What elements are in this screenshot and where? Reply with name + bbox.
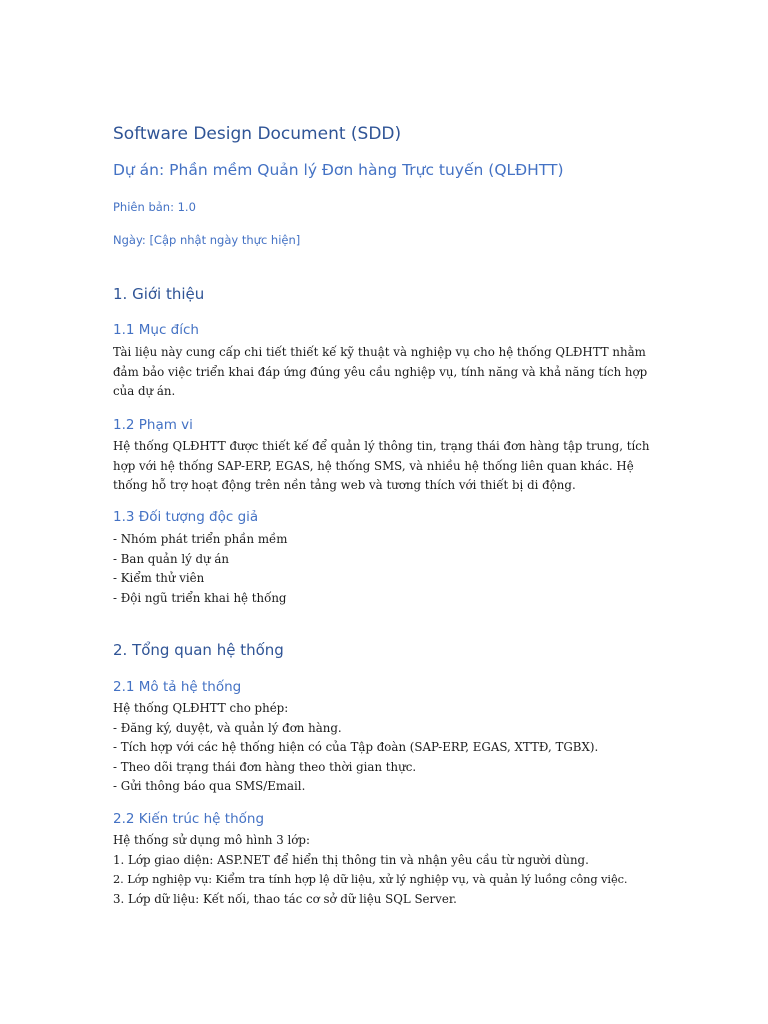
list-item: - Đội ngũ triển khai hệ thống xyxy=(113,590,287,605)
list-item: - Đăng ký, duyệt, và quản lý đơn hàng. xyxy=(113,720,342,735)
subsection-heading-system-architecture: 2.2 Kiến trúc hệ thống xyxy=(113,811,265,827)
subsection-heading-scope: 1.2 Phạm vi xyxy=(113,417,193,433)
text-line: hợp với hệ thống SAP-ERP, EGAS, hệ thống SMS, và nhiều hệ thống liên quan khác. Hệ xyxy=(113,458,634,473)
list-item: - Kiểm thử viên xyxy=(113,571,205,585)
text-line: của dự án. xyxy=(113,384,176,398)
version-label: Phiên bản: 1.0 xyxy=(113,200,196,214)
list-system-description xyxy=(113,699,658,797)
list-item: 1. Lớp giao diện: ASP.NET để hiển thị thông tin và nhận yêu cầu từ người dùng. xyxy=(113,852,589,867)
section-heading-introduction: 1. Giới thiệu xyxy=(113,285,205,303)
date-label: Ngày: [Cập nhật ngày thực hiện] xyxy=(113,233,301,247)
section-heading-system-overview: 2. Tổng quan hệ thống xyxy=(113,641,284,659)
document-title: Software Design Document (SDD) xyxy=(113,124,402,144)
subsection-heading-purpose: 1.1 Mục đích xyxy=(113,322,199,338)
list-system-architecture xyxy=(113,831,658,909)
text-line: đảm bảo việc triển khai đáp ứng đúng yêu cầu nghiệp vụ, tính năng và khả năng tích hợp xyxy=(113,364,648,379)
list-item: 3. Lớp dữ liệu: Kết nối, thao tác cơ sở dữ liệu SQL Server. xyxy=(113,891,457,906)
list-item: - Gửi thông báo qua SMS/Email. xyxy=(113,779,306,793)
project-name: Dự án: Phần mềm Quản lý Đơn hàng Trực tuyến (QLĐHTT) xyxy=(113,161,564,179)
paragraph-purpose xyxy=(113,343,658,402)
subsection-heading-audience: 1.3 Đối tượng độc giả xyxy=(113,509,259,525)
list-item: - Tích hợp với các hệ thống hiện có của Tập đoàn (SAP-ERP, EGAS, XTTĐ, TGBX). xyxy=(113,740,599,754)
list-item: - Nhóm phát triển phần mềm xyxy=(113,532,288,546)
paragraph-scope xyxy=(113,437,658,496)
text-line: thống hỗ trợ hoạt động trên nền tảng web và tương thích với thiết bị di động. xyxy=(113,478,576,492)
list-item: - Ban quản lý dự án xyxy=(113,551,230,566)
subsection-heading-system-description: 2.1 Mô tả hệ thống xyxy=(113,679,242,695)
text-line: Hệ thống QLĐHTT cho phép: xyxy=(113,701,289,715)
list-item: 2. Lớp nghiệp vụ: Kiểm tra tính hợp lệ dữ liệu, xử lý nghiệp vụ, và quản lý luồng công việc. xyxy=(113,872,628,886)
text-line: Hệ thống sử dụng mô hình 3 lớp: xyxy=(113,833,310,847)
text-line: Tài liệu này cung cấp chi tiết thiết kế kỹ thuật và nghiệp vụ cho hệ thống QLĐHTT nhằm xyxy=(113,345,646,359)
text-line: Hệ thống QLĐHTT được thiết kế để quản lý thông tin, trạng thái đơn hàng tập trung, tích xyxy=(113,439,650,453)
list-item: - Theo dõi trạng thái đơn hàng theo thời gian thực. xyxy=(113,759,417,774)
list-audience xyxy=(113,530,658,608)
